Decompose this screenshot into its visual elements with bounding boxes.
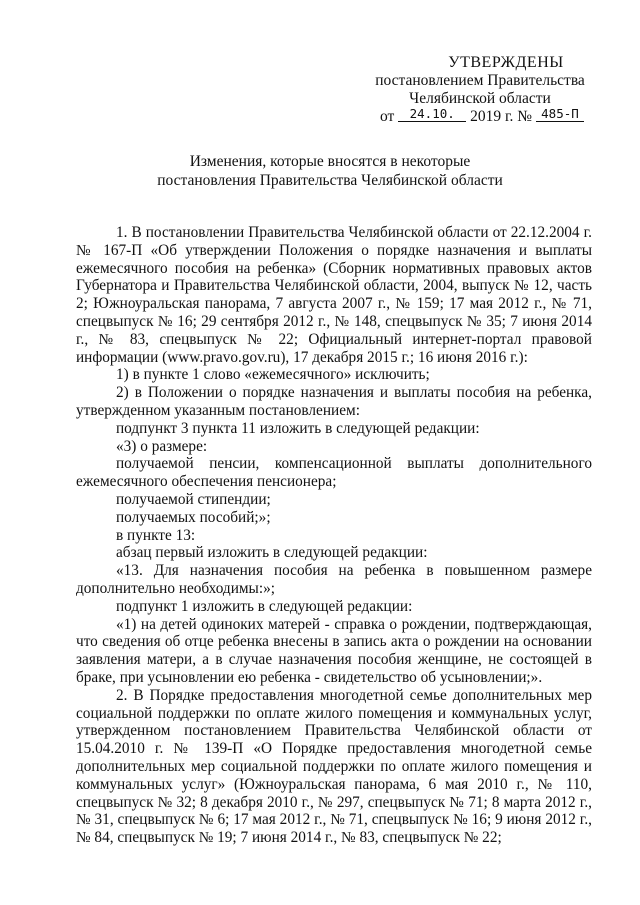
paragraph: 1) в пункте 1 слово «ежемесячного» исключить; xyxy=(116,366,430,384)
paragraph: получаемой стипендии; xyxy=(116,490,271,508)
approval-from-label: от xyxy=(380,108,395,125)
paragraph: «13. Для назначения пособия на ребенка в повышенном размере дополнительно необходимы:»; xyxy=(76,562,592,597)
paragraph: 2) в Положении о порядке назначения и выплаты пособия на ребенка, утвержденном указанным постановлением: xyxy=(76,384,592,419)
approval-date-row xyxy=(380,108,600,126)
paragraph: «3) о размере: xyxy=(116,437,208,455)
paragraph: абзац первый изложить в следующей редакции: xyxy=(116,544,428,562)
paragraph: подпункт 3 пункта 11 изложить в следующей редакции: xyxy=(116,419,480,437)
paragraph: «1) на детей одиноких матерей - справка о рождении, подтверждающая, что сведения об отце ребенка внесены в запись акта о рождении на основании заявления матери, а в случае назначения пособия женщине, не состоящей в браке, при усыновлении ею ребенка - свидетельство об усыновлении;». xyxy=(76,615,592,686)
approval-date: 24.10. xyxy=(398,107,466,122)
paragraph: в пункте 13: xyxy=(116,526,196,544)
approval-line-2: Челябинской области xyxy=(409,90,551,107)
title-line-2: постановления Правительства Челябинской области xyxy=(157,172,503,189)
approval-line-1: постановлением Правительства xyxy=(375,72,585,89)
approval-heading: УТВЕРЖДЕНЫ xyxy=(448,54,564,71)
document-title xyxy=(80,152,580,190)
title-line-1: Изменения, которые вносятся в некоторые xyxy=(189,153,471,170)
approval-stamp xyxy=(360,54,600,126)
paragraph: подпункт 1 изложить в следующей редакции: xyxy=(116,597,413,615)
paragraph: получаемой пенсии, компенсационной выплаты дополнительного ежемесячного обеспечения пенсионера; xyxy=(76,455,592,491)
paragraph: 1. В постановлении Правительства Челябинской области от 22.12.2004 г. № 167-П «Об утверждении Положения о порядке назначения и выплаты ежемесячного пособия на ребенка» (Сборник нормативных правовых актов Губернатора и Правительства Челябинской области, 2004, выпуск № 12, часть 2; Южноуральская панорама, 7 августа 2007 г., № 159; 17 мая 2012 г., № 71, спецвыпуск № 16; 29 сентября 2012 г., № 148, спецвыпуск № 35; 7 июня 2014 г., № 83, спецвыпуск № 22; Официальный интернет-портал правовой информации (www.pravo.gov.ru), 17 декабря 2015 г.; 16 июня 2016 г.): xyxy=(76,224,592,366)
document-body xyxy=(76,224,592,847)
paragraph: получаемых пособий;»; xyxy=(116,508,271,526)
paragraph: 2. В Порядке предоставления многодетной семье дополнительных мер социальной поддержки по оплате жилого помещения и коммунальных услуг, утвержденном постановлением Правительства Челябинской области от 15.04.2010 г. № 139-П «О Порядке предоставления многодетной семье дополнительных мер социальной поддержки по оплате жилого помещения и коммунальных услуг» (Южноуральская панорама, 6 мая 2010 г., № 110, спецвыпуск № 32; 8 декабря 2010 г., № 297, спецвыпуск № 71; 8 марта 2012 г., № 31, спецвыпуск № 6; 17 мая 2012 г., № 71, спецвыпуск № 16; 9 июня 2012 г., № 84, спецвыпуск № 19; 7 июня 2014 г., № 83, спецвыпуск № 22; xyxy=(76,686,592,847)
approval-year-label: 2019 г. № xyxy=(470,108,533,125)
approval-number: 485-П xyxy=(536,107,584,122)
